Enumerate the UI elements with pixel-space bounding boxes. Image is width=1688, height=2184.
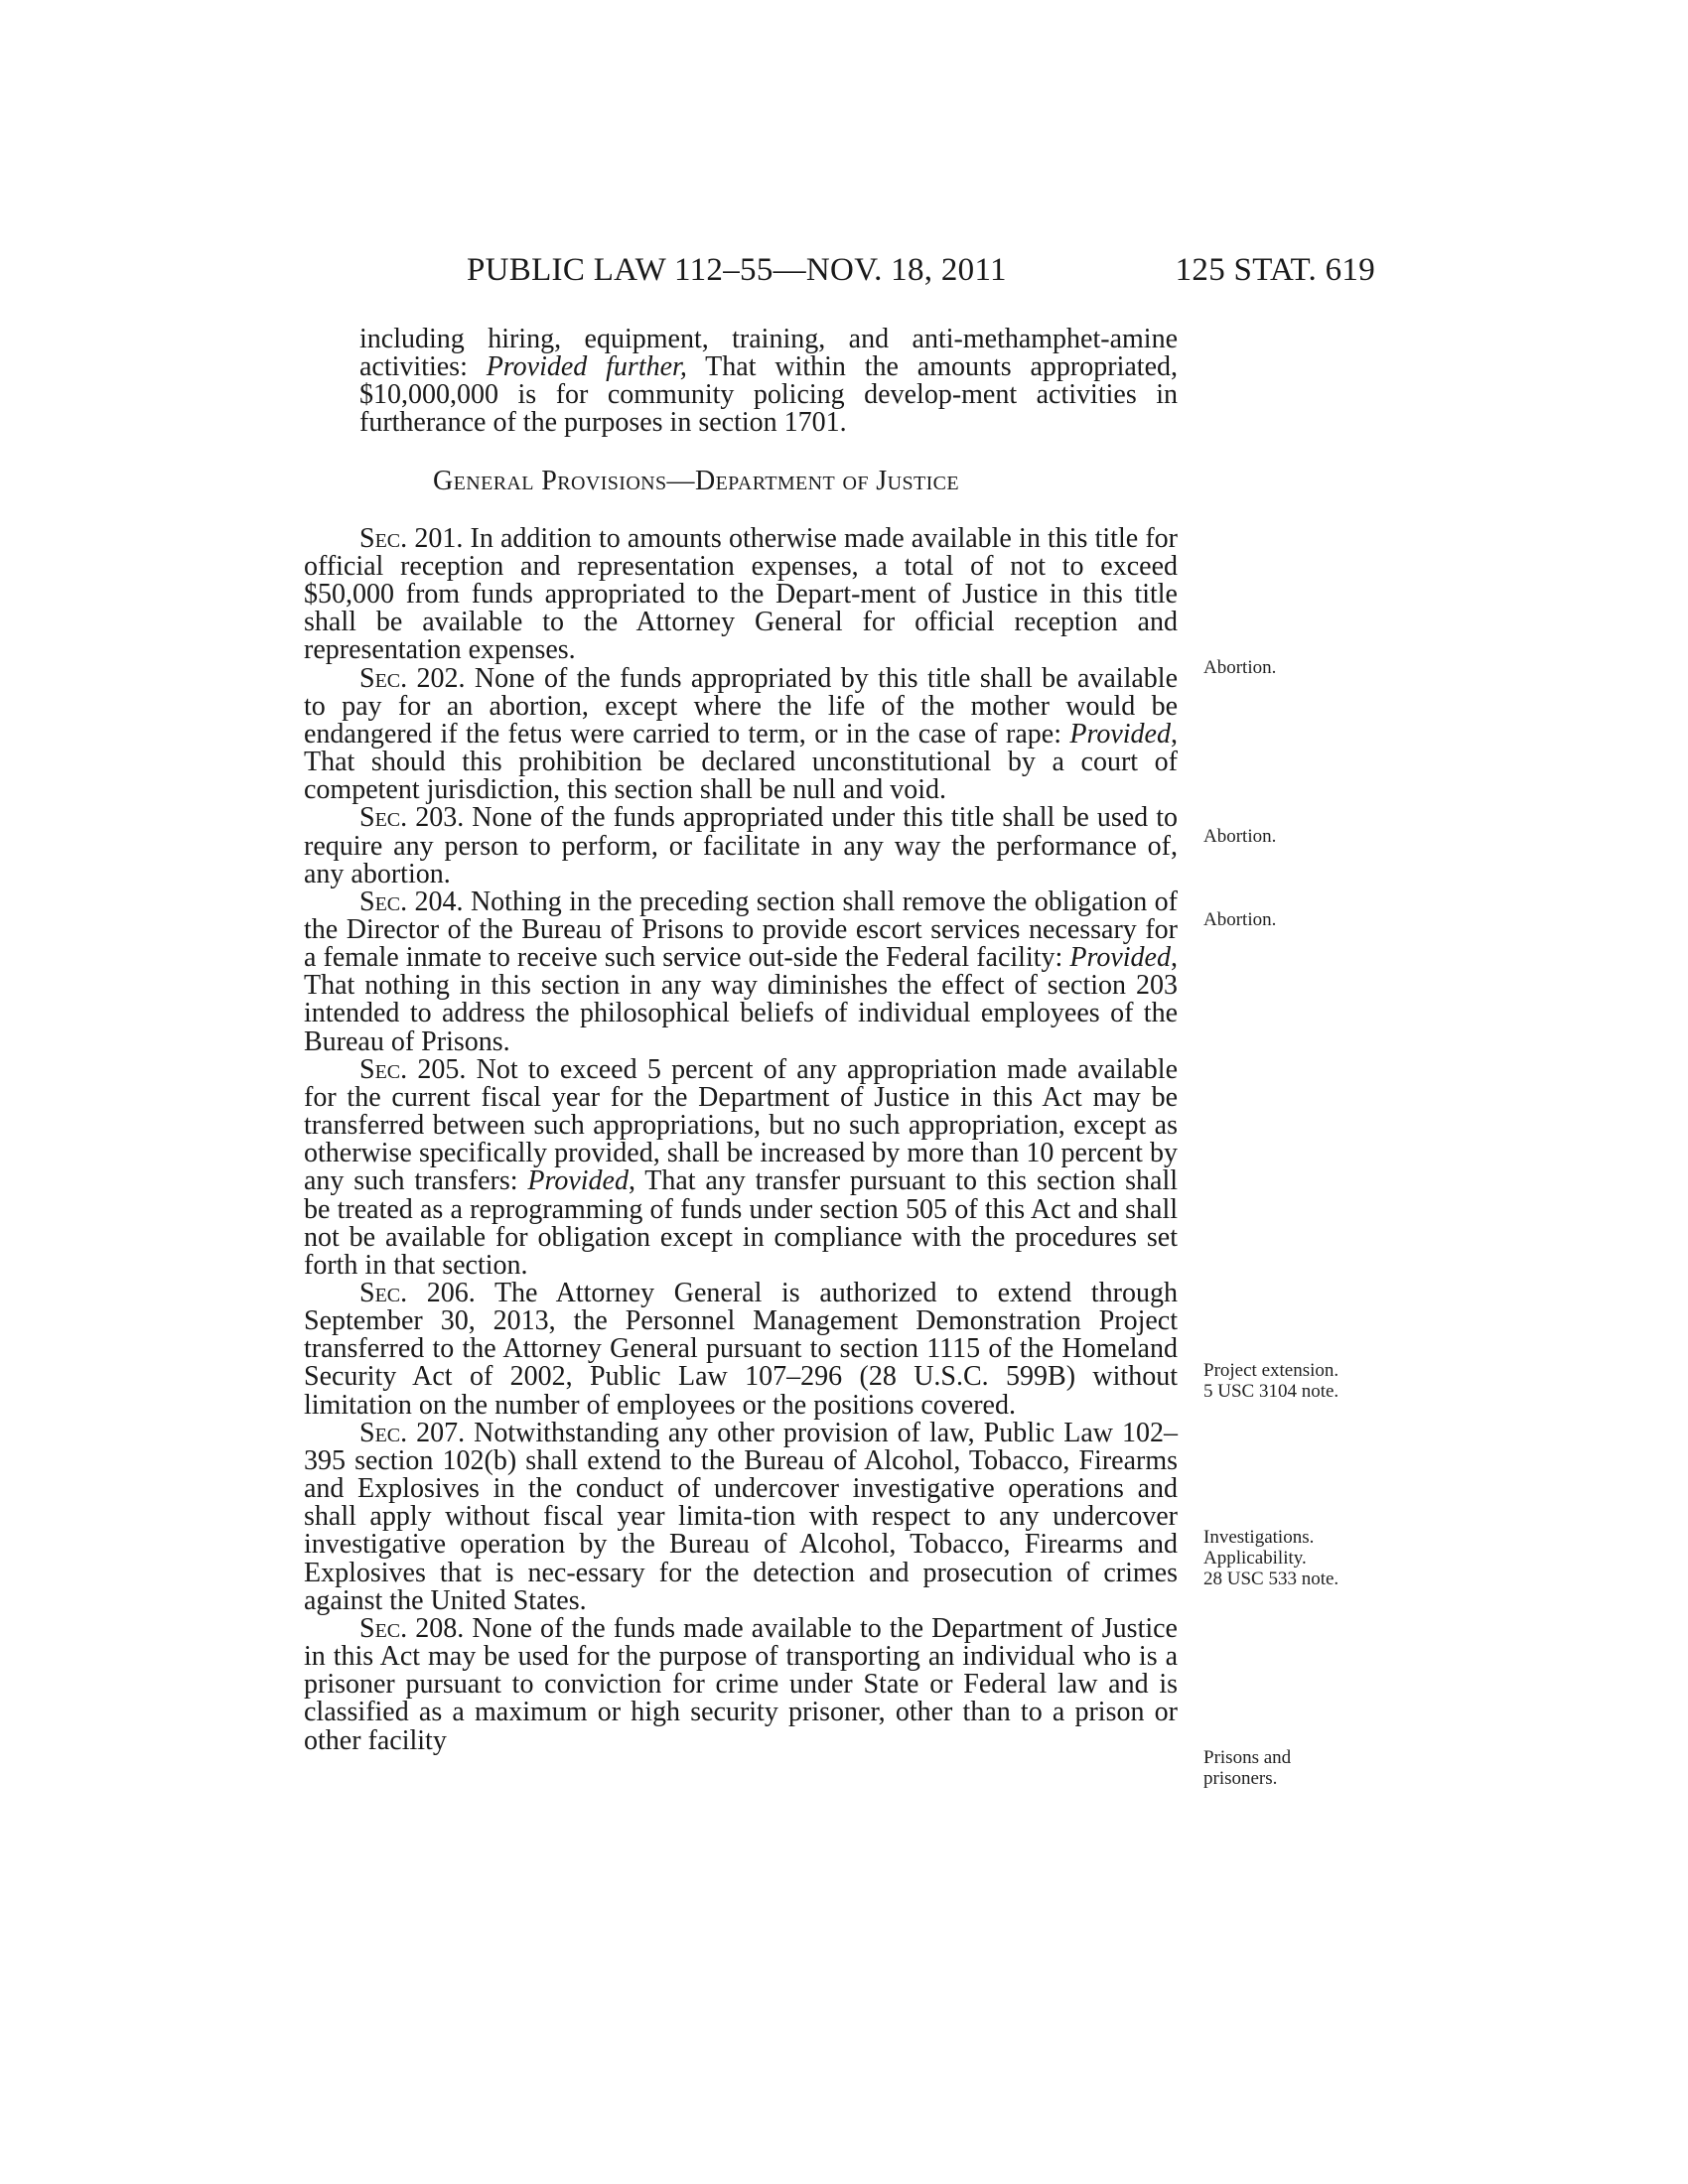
- margin-note-207-a: Investigations.: [1203, 1527, 1315, 1548]
- running-header-title: PUBLIC LAW 112–55—NOV. 18, 2011: [467, 252, 1007, 288]
- document-body: [304, 326, 1178, 1755]
- section-203: Sec. 203. None of the funds appropriated under this title shall be used to require any person to perform, or facilitate in any way the performance of, any abortion.: [304, 802, 1178, 889]
- proviso-italic: Provided: [527, 1165, 629, 1197]
- section-206: Sec. 206. The Attorney General is authorized to extend through September 30, 2013, the Personnel Management Demonstration Project transferred to the Attorney General pursuant to section 1115 of the Homeland Security Act of 2002, Public Law 107–296 (28 U.S.C. 599B) without limitation on the number of employees or the positions covered.: [304, 1278, 1178, 1421]
- section-201: Sec. 201. In addition to amounts otherwise made available in this title for official reception and representation expenses, a total of not to exceed $50,000 from funds appropriated to the Depart-ment of Justice in this title shall be available to the Attorney General for official reception and representation expenses.: [304, 522, 1178, 666]
- margin-note-202: Abortion.: [1203, 657, 1277, 678]
- margin-note-206-a: Project extension.: [1203, 1360, 1339, 1381]
- proviso-italic: Provided further,: [486, 351, 687, 383]
- continued-paragraph: including hiring, equipment, training, and anti-methamphet-amine activities: Provided further, That within the amounts appropriated, $10,000,000 is for community policing develop-ment activities in furtherance of the purposes in section 1701.: [359, 324, 1178, 439]
- margin-note-204: Abortion.: [1203, 909, 1277, 930]
- margin-note-207-c: 28 USC 533 note.: [1203, 1569, 1339, 1589]
- margin-note-206-b: 5 USC 3104 note.: [1203, 1381, 1339, 1402]
- page-citation: 125 STAT. 619: [1175, 252, 1375, 288]
- section-heading: General Provisions—Department of Justice: [433, 465, 959, 496]
- margin-note-203: Abortion.: [1203, 826, 1277, 847]
- margin-note-208-a: Prisons and: [1203, 1747, 1292, 1768]
- section-208: Sec. 208. None of the funds made available to the Department of Justice in this Act may be used for the purpose of transporting an individual who is a prisoner pursuant to conviction for crime under State or Federal law and is classified as a maximum or high security prisoner, other than to a prison or other facility: [304, 1612, 1178, 1756]
- proviso-italic: Provided: [1069, 942, 1171, 974]
- section-202: Sec. 202. None of the funds appropriated by this title shall be available to pay for an abortion, except where the life of the mother would be endangered if the fetus were carried to term, or in the case of rape: Provided, That should this prohibition be declared unconstitutional by a court of competent jurisdiction, this section shall be null and void.: [304, 662, 1178, 806]
- proviso-italic: Provided: [1069, 718, 1171, 750]
- section-205: Sec. 205. Not to exceed 5 percent of any appropriation made available for the current fiscal year for the Department of Justice in this Act may be transferred between such appropriations, but no such appropriation, except as otherwise specifically provided, shall be increased by more than 10 percent by any such transfers: Provided, That any transfer pursuant to this section shall be treated as a reprogramming of funds under section 505 of this Act and shall not be available for obligation except in compliance with the procedures set forth in that section.: [304, 1053, 1179, 1281]
- section-204: Sec. 204. Nothing in the preceding section shall remove the obligation of the Director of the Bureau of Prisons to provide escort services necessary for a female inmate to receive such service out-side the Federal facility: Provided, That nothing in this section in any way diminishes the effect of section 203 intended to address the philosophical beliefs of individual employees of the Bureau of Prisons.: [304, 886, 1178, 1057]
- section-207: Sec. 207. Notwithstanding any other provision of law, Public Law 102–395 section 102(b) shall extend to the Bureau of Alcohol, Tobacco, Firearms and Explosives in the conduct of undercover investigative operations and shall apply without fiscal year limita-tion with respect to any undercover investigative operation by the Bureau of Alcohol, Tobacco, Firearms and Explosives that is nec-essary for the detection and prosecution of crimes against the United States.: [304, 1417, 1178, 1616]
- margin-note-208-b: prisoners.: [1203, 1768, 1278, 1789]
- margin-note-207-b: Applicability.: [1203, 1548, 1307, 1569]
